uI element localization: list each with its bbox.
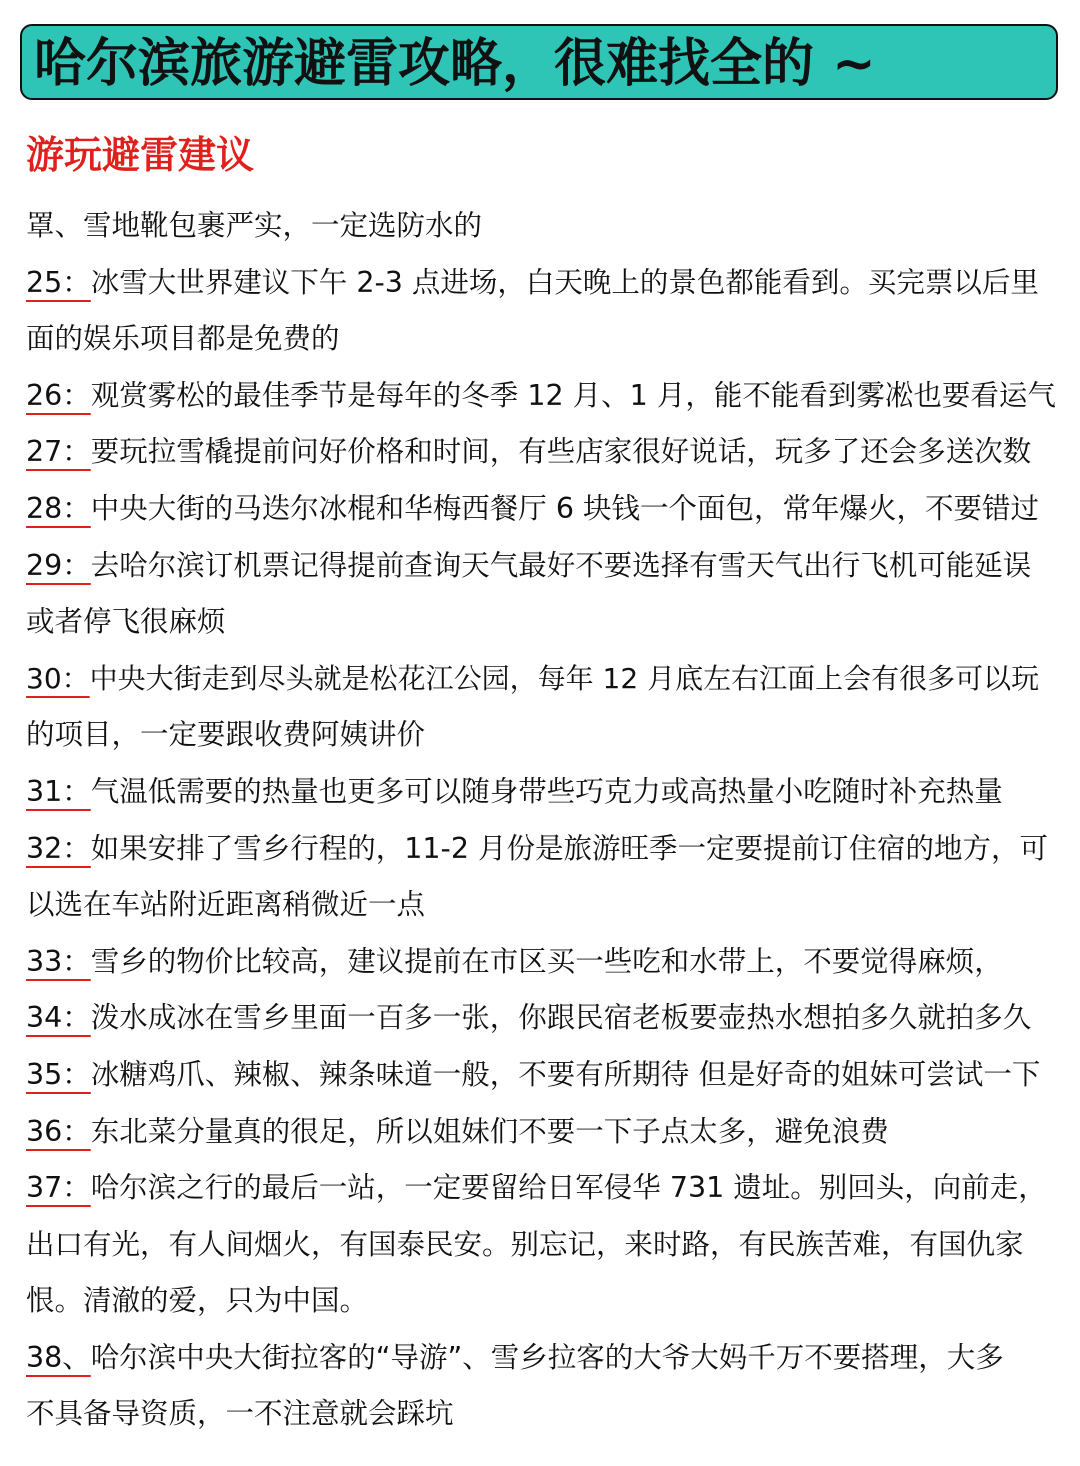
list-item <box>26 424 1056 481</box>
list-item <box>26 255 1056 312</box>
item-text: 或者停飞很麻烦 <box>26 605 226 639</box>
list-item <box>26 934 1056 991</box>
item-text: 观赏雾松的最佳季节是每年的冬季 12 月、1 月，能不能看到雾凇也要看运气 <box>90 378 1056 412</box>
list-item <box>26 1104 1056 1161</box>
item-text: 恨。清澈的爱，只为中国。 <box>26 1284 369 1318</box>
item-number: 36： <box>26 1114 91 1148</box>
list-item <box>26 538 1056 595</box>
item-text: 去哈尔滨订机票记得提前查询天气最好不要选择有雪天气出行飞机可能延误 <box>90 548 1032 582</box>
item-text: 泼水成冰在雪乡里面一百多一张，你跟民宿老板要壶热水想拍多久就拍多久 <box>90 1001 1032 1035</box>
item-number: 38、 <box>26 1340 91 1374</box>
list-item <box>26 877 1056 934</box>
list-item <box>26 368 1056 425</box>
item-number: 32： <box>26 831 91 865</box>
item-text: 冰糖鸡爪、辣椒、辣条味道一般，不要有所期待 但是好奇的姐妹可尝试一下 <box>90 1057 1041 1091</box>
item-number: 29： <box>26 548 91 582</box>
item-text: 面的娱乐项目都是免费的 <box>26 322 340 356</box>
list-item <box>26 821 1056 878</box>
list-item <box>26 1330 1056 1387</box>
item-text: 中央大街的马迭尔冰棍和华梅西餐厅 6 块钱一个面包，常年爆火，不要错过 <box>90 491 1040 525</box>
item-number: 35： <box>26 1057 91 1091</box>
item-text: 罩、雪地靴包裹严实，一定选防水的 <box>26 209 483 242</box>
item-text: 要玩拉雪橇提前问好价格和时间，有些店家很好说话，玩多了还会多送次数 <box>90 435 1032 469</box>
item-number: 37： <box>26 1171 91 1205</box>
item-text: 出口有光，有人间烟火，有国泰民安。别忘记，来时路，有民族苦难，有国仇家 <box>26 1227 1024 1261</box>
item-number: 31： <box>26 774 91 808</box>
item-text: 哈尔滨之行的最后一站，一定要留给日军侵华 731 遗址。别回头，向前走， <box>90 1171 1047 1205</box>
item-number: 30： <box>26 661 90 695</box>
item-text: 中央大街走到尽头就是松花江公园，每年 12 月底左右江面上会有很多可以玩 <box>89 661 1040 695</box>
item-number: 28： <box>26 491 91 525</box>
list-item <box>26 1273 1056 1330</box>
item-number: 27： <box>26 435 91 469</box>
page-title: 哈尔滨旅游避雷攻略，很难找全的 ~ <box>34 34 876 94</box>
list-item <box>26 198 1056 255</box>
section-heading: 游玩避雷建议 <box>26 133 255 177</box>
list-item <box>26 990 1056 1047</box>
item-text: 气温低需要的热量也更多可以随身带些巧克力或高热量小吃随时补充热量 <box>90 774 1003 808</box>
item-text: 哈尔滨中央大街拉客的“导游”、雪乡拉客的大爷大妈千万不要搭理，大多 <box>90 1340 1004 1374</box>
list-item <box>26 311 1056 368</box>
title-banner <box>20 24 1058 100</box>
list-item <box>26 1047 1056 1104</box>
item-text: 冰雪大世界建议下午 2-3 点进场，白天晚上的景色都能看到。买完票以后里 <box>90 265 1039 299</box>
item-number: 33： <box>26 944 91 978</box>
list-item <box>26 651 1056 708</box>
item-text: 不具备导资质，一不注意就会踩坑 <box>26 1397 454 1431</box>
list-item <box>26 481 1056 538</box>
item-text: 以选在车站附近距离稍微近一点 <box>26 888 426 922</box>
item-number: 26： <box>26 378 91 412</box>
item-text: 如果安排了雪乡行程的，11-2 月份是旅游旺季一定要提前订住宿的地方，可 <box>90 831 1049 865</box>
list-item <box>26 1160 1056 1217</box>
tips-list <box>26 198 1056 1443</box>
list-item <box>26 594 1056 651</box>
item-number: 34： <box>26 1001 91 1035</box>
item-number: 25： <box>26 265 91 299</box>
item-text: 的项目，一定要跟收费阿姨讲价 <box>26 718 426 752</box>
list-item <box>26 764 1056 821</box>
item-text: 雪乡的物价比较高，建议提前在市区买一些吃和水带上，不要觉得麻烦， <box>90 944 1003 978</box>
list-item <box>26 707 1056 764</box>
item-text: 东北菜分量真的很足，所以姐妹们不要一下子点太多，避免浪费 <box>90 1114 889 1148</box>
list-item <box>26 1217 1056 1274</box>
list-item <box>26 1386 1056 1443</box>
